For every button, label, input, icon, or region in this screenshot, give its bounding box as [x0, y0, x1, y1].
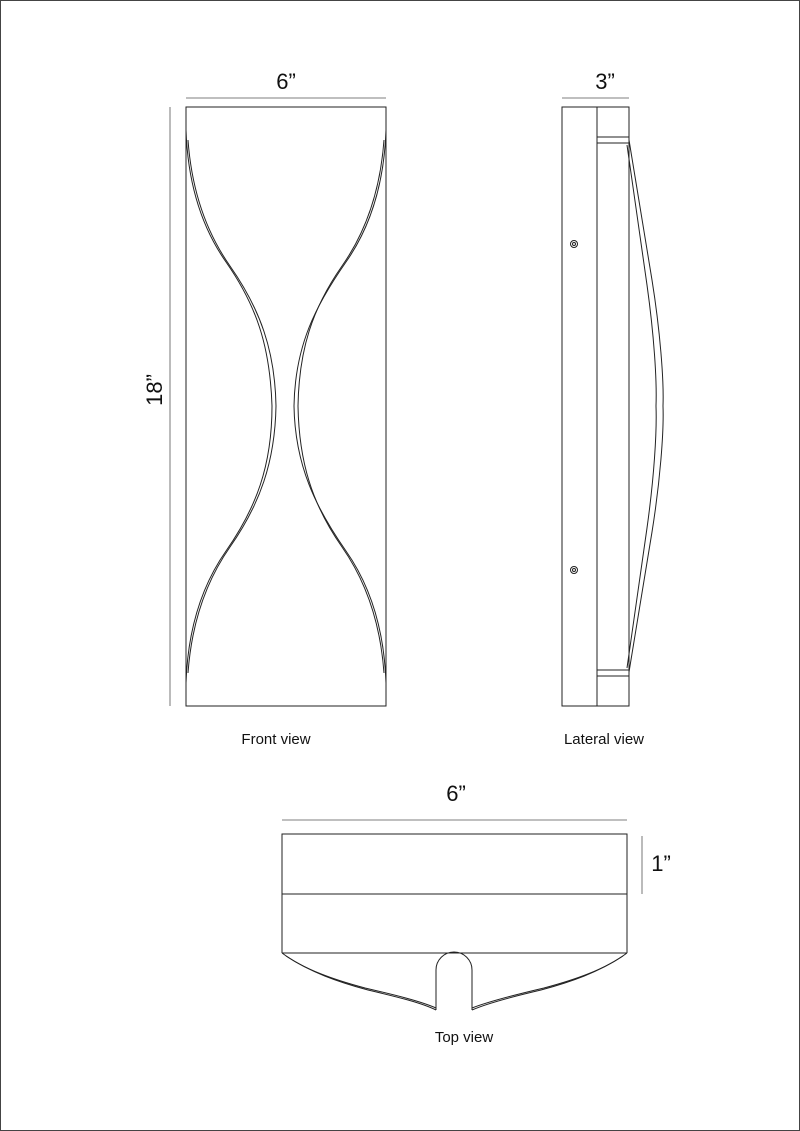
- lateral-view-caption: Lateral view: [563, 731, 645, 748]
- top-shade-right-inner: [472, 956, 623, 1010]
- top-width-label: 6”: [446, 781, 466, 806]
- lateral-depth-label: 3”: [595, 69, 615, 94]
- front-outline: [186, 107, 386, 706]
- front-right-curve-outer: [294, 130, 386, 683]
- front-view: [142, 69, 386, 748]
- lateral-back-plate: [562, 107, 597, 706]
- top-view: [282, 781, 671, 1046]
- top-view-caption: Top view: [434, 1029, 494, 1046]
- top-center-notch: [436, 952, 472, 1010]
- top-body-sides: [282, 894, 627, 953]
- top-mounting-plate: [282, 834, 627, 894]
- front-view-caption: Front view: [241, 731, 311, 748]
- screw-icon-center: [573, 243, 576, 246]
- lateral-frame-outline: [597, 107, 629, 706]
- front-left-curve-inner: [188, 140, 276, 673]
- lateral-shade-outer: [629, 140, 663, 672]
- screw-icon: [571, 241, 578, 248]
- front-left-curve-outer: [186, 130, 272, 683]
- top-shade-right-outer: [472, 953, 627, 1008]
- top-thickness-label: 1”: [651, 851, 671, 876]
- lateral-view: [562, 69, 663, 748]
- front-height-label: 18”: [142, 374, 167, 406]
- top-shade-left-outer: [282, 953, 436, 1008]
- lateral-shade-inner: [627, 145, 656, 668]
- screw-icon-center: [573, 569, 576, 572]
- screw-icon: [571, 567, 578, 574]
- front-width-label: 6”: [276, 69, 296, 94]
- page-border: [1, 1, 800, 1131]
- top-shade-left-inner: [286, 956, 436, 1010]
- front-right-curve-inner: [298, 140, 384, 673]
